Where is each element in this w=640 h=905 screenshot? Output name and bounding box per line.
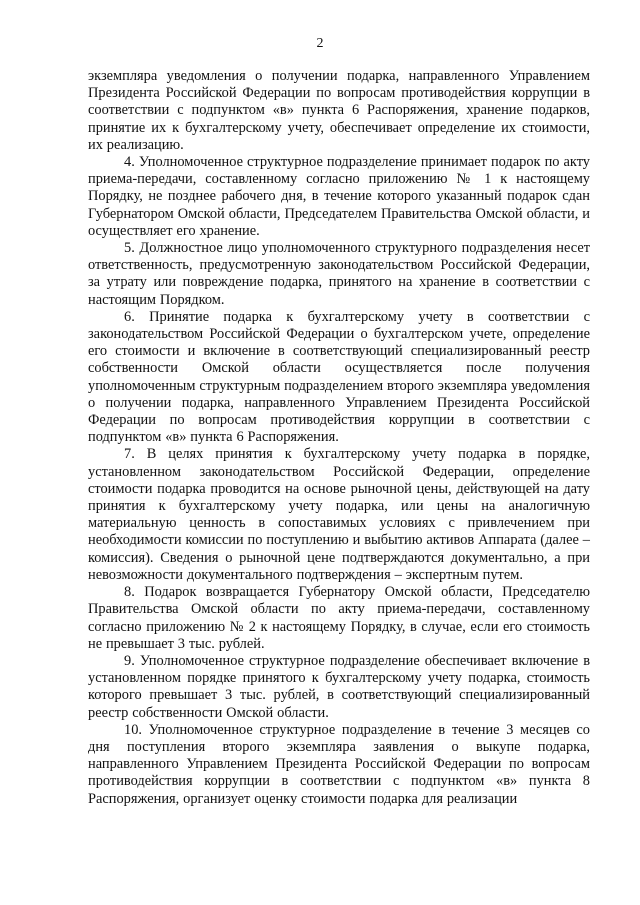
paragraph-item-6: 6. Принятие подарка к бухгалтерскому учету в соответствии с законодательством Российской Федерации о бухгалтерском учете, определение его стоимости и включение в соответствующий специализированный реестр собственности Омской области осуществляется после получения уполномоченным структурным подразделением второго экземпляра уведомления о получении подарка, направленного Управлением Президента Российской Федерации по вопросам противодействия коррупции в соответствии с подпунктом «в» пункта 6 Распоряжения. [88, 308, 590, 446]
paragraph-item-5: 5. Должностное лицо уполномоченного структурного подразделения несет ответственность, предусмотренную законодательством Российской Федерации, за утрату или повреждение подарка, принятого на хранение в соответствии с настоящим Порядком. [88, 240, 590, 308]
document-body [88, 68, 590, 808]
paragraph-item-7: 7. В целях принятия к бухгалтерскому учету подарка в порядке, установленном законодательством Российской Федерации, определение стоимости подарка проводится на основе рыночной цены, действующей на дату принятия к бухгалтерскому учету подарка, или цены на аналогичную материальную ценность в сопоставимых условиях с привлечением при необходимости комиссии по поступлению и выбытию активов Аппарата (далее – комиссия). Сведения о рыночной цене подтверждаются документально, а при невозможности документального подтверждения – экспертным путем. [88, 446, 590, 583]
paragraph-item-10: 10. Уполномоченное структурное подразделение в течение 3 месяцев со дня поступления второго экземпляра заявления о выкупе подарка, направленного Управлением Президента Российской Федерации по вопросам противодействия коррупции в соответствии с подпунктом «в» пункта 8 Распоряжения, организует оценку стоимости подарка для реализации [88, 721, 590, 807]
paragraph-item-4: 4. Уполномоченное структурное подразделение принимает подарок по акту приема-передачи, составленному согласно приложению № 1 к настоящему Порядку, не позднее рабочего дня, в течение которого указанный подарок сдан Губернатором Омской области, Председателем Правительства Омской области, и осуществляет его хранение. [88, 154, 590, 239]
page-number: 2 [316, 36, 324, 51]
paragraph-item-8: 8. Подарок возвращается Губернатору Омской области, Председателю Правительства Омской области по акту приема-передачи, составленному согласно приложению № 2 к настоящему Порядку, в случае, если его стоимость не превышает 3 тыс. рублей. [88, 584, 590, 652]
paragraph-continuation: экземпляра уведомления о получении подарка, направленного Управлением Президента Российской Федерации по вопросам противодействия коррупции в соответствии с подпунктом «в» пункта 6 Распоряжения, хранение подарков, принятие их к бухгалтерскому учету, обеспечивает определение их стоимости, их реализацию. [88, 68, 590, 153]
paragraph-item-9: 9. Уполномоченное структурное подразделение обеспечивает включение в установленном порядке принятого к бухгалтерскому учету подарка, стоимость которого превышает 3 тыс. рублей, в соответствующий специализированный реестр собственности Омской области. [88, 652, 590, 721]
